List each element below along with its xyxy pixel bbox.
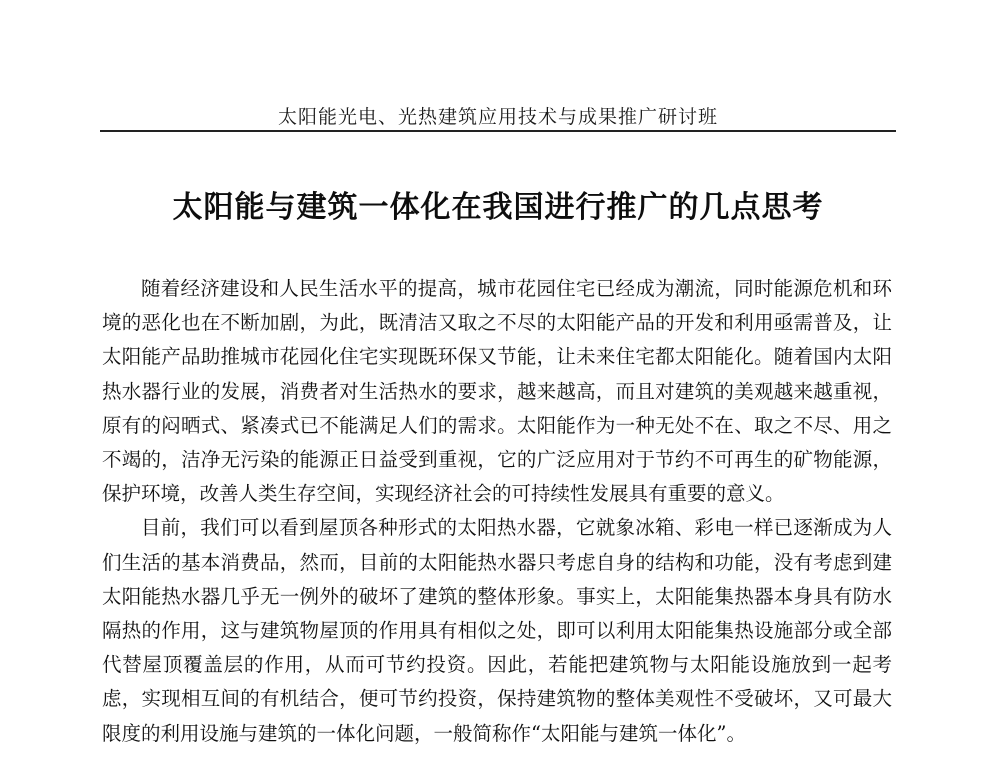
paragraph-1: 随着经济建设和人民生活水平的提高，城市花园住宅已经成为潮流，同时能源危机和环境的恶化也在不断加剧，为此，既清洁又取之不尽的太阳能产品的开发和利用亟需普及，让太阳能产品助推城市花园化住宅实现既环保又节能，让未来住宅都太阳能化。随着国内太阳热水器行业的发展，消费者对生活热水的要求，越来越高，而且对建筑的美观越来越重视，原有的闷晒式、紧凑式已不能满足人们的需求。太阳能作为一种无处不在、取之不尽、用之不竭的，洁净无污染的能源正日益受到重视，它的广泛应用对于节约不可再生的矿物能源，保护环境，改善人类生存空间，实现经济社会的可持续性发展具有重要的意义。: [102, 277, 892, 506]
article-title: 太阳能与建筑一体化在我国进行推广的几点思考: [172, 190, 824, 225]
paragraph-2: 目前，我们可以看到屋顶各种形式的太阳热水器，它就象冰箱、彩电一样已逐渐成为人们生活的基本消费品，然而，目前的太阳能热水器只考虑自身的结构和功能，没有考虑到建太阳能热水器几乎无一例外的破坏了建筑的整体形象。事实上，太阳能集热器本身具有防水隔热的作用，这与建筑物屋顶的作用具有相似之处，即可以利用太阳能集热设施部分或全部代替屋顶覆盖层的作用，从而可节约投资。因此，若能把建筑物与太阳能设施放到一起考虑，实现相互间的有机结合，便可节约投资，保持建筑物的整体美观性不受破坏，又可最大限度的利用设施与建筑的一体化问题，一般简称作“太阳能与建筑一体化”。: [102, 516, 892, 745]
running-header: 太阳能光电、光热建筑应用技术与成果推广研讨班: [277, 106, 718, 128]
header-rule: [100, 130, 896, 132]
article-body: [102, 272, 892, 751]
